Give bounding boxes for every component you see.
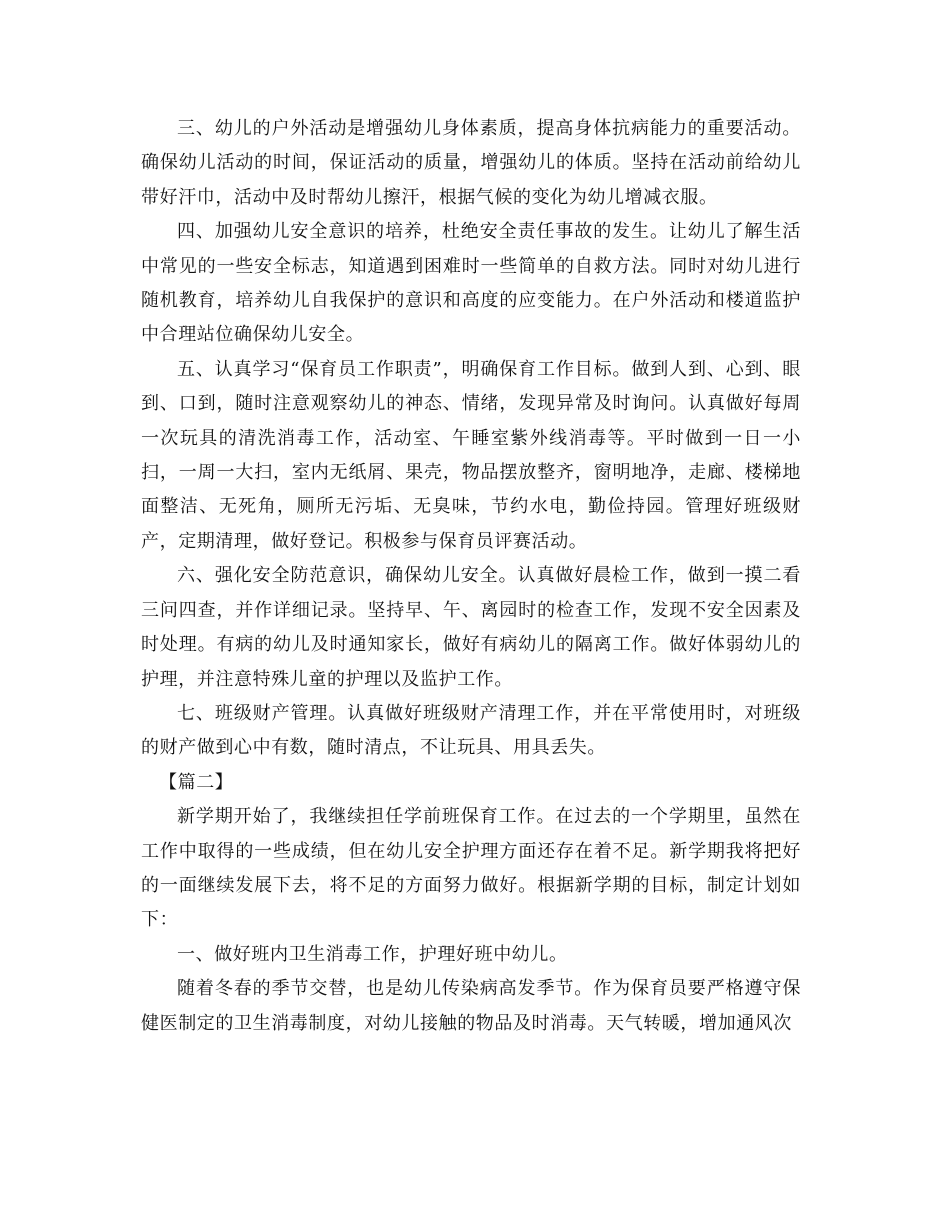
paragraph-safety-prevention: 六、强化安全防范意识，确保幼儿安全。认真做好晨检工作，做到一摸二看三问四查，并作详细记录。坚持早、午、离园时的检查工作，发现不安全因素及时处理。有病的幼儿及时通知家长，做好有病幼儿的隔离工作。做好体弱幼儿的护理，并注意特殊儿童的护理以及监护工作。 bbox=[141, 565, 801, 690]
section-heading: 【篇二】 bbox=[159, 771, 234, 793]
document-body bbox=[141, 112, 801, 1041]
paragraph-safety-awareness: 四、加强幼儿安全意识的培养，杜绝安全责任事故的发生。让幼儿了解生活中常见的一些安全标志，知道遇到困难时一些简单的自救方法。同时对幼儿进行随机教育，培养幼儿自我保护的意识和高度的应变能力。在户外活动和楼道监护中合理站位确保幼儿安全。 bbox=[141, 221, 801, 346]
paragraph-duty-study: 五、认真学习“保育员工作职责”，明确保育工作目标。做到人到、心到、眼到、口到，随时注意观察幼儿的神态、情绪，发现异常及时询问。认真做好每周一次玩具的清洗消毒工作，活动室、午睡室紫外线消毒等。平时做到一日一小扫，一周一大扫，室内无纸屑、果壳，物品摆放整齐，窗明地净，走廊、楼梯地面整洁、无死角，厕所无污垢、无臭味，节约水电，勤俭持园。管理好班级财产，定期清理，做好登记。积极参与保育员评赛活动。 bbox=[141, 358, 801, 552]
paragraph-outdoor-activity: 三、幼儿的户外活动是增强幼儿身体素质，提高身体抗病能力的重要活动。确保幼儿活动的时间，保证活动的质量，增强幼儿的体质。坚持在活动前给幼儿带好汗巾，活动中及时帮幼儿擦汗，根据气候的变化为幼儿增减衣服。 bbox=[141, 118, 801, 208]
paragraph-season-change: 随着冬春的季节交替，也是幼儿传染病高发季节。作为保育员要严格遵守保健医制定的卫生消毒制度，对幼儿接触的物品及时消毒。天气转暖，增加通风次 bbox=[141, 978, 801, 1034]
paragraph-new-semester: 新学期开始了，我继续担任学前班保育工作。在过去的一个学期里，虽然在工作中取得的一些成绩，但在幼儿安全护理方面还存在着不足。新学期我将把好的一面继续发展下去，将不足的方面努力做好。根据新学期的目标，制定计划如下： bbox=[141, 806, 801, 931]
paragraph-hygiene-title: 一、做好班内卫生消毒工作，护理好班中幼儿。 bbox=[177, 943, 568, 965]
paragraph-property-management: 七、班级财产管理。认真做好班级财产清理工作，并在平常使用时，对班级的财产做到心中有数，随时清点，不让玩具、用具丢失。 bbox=[141, 702, 801, 759]
